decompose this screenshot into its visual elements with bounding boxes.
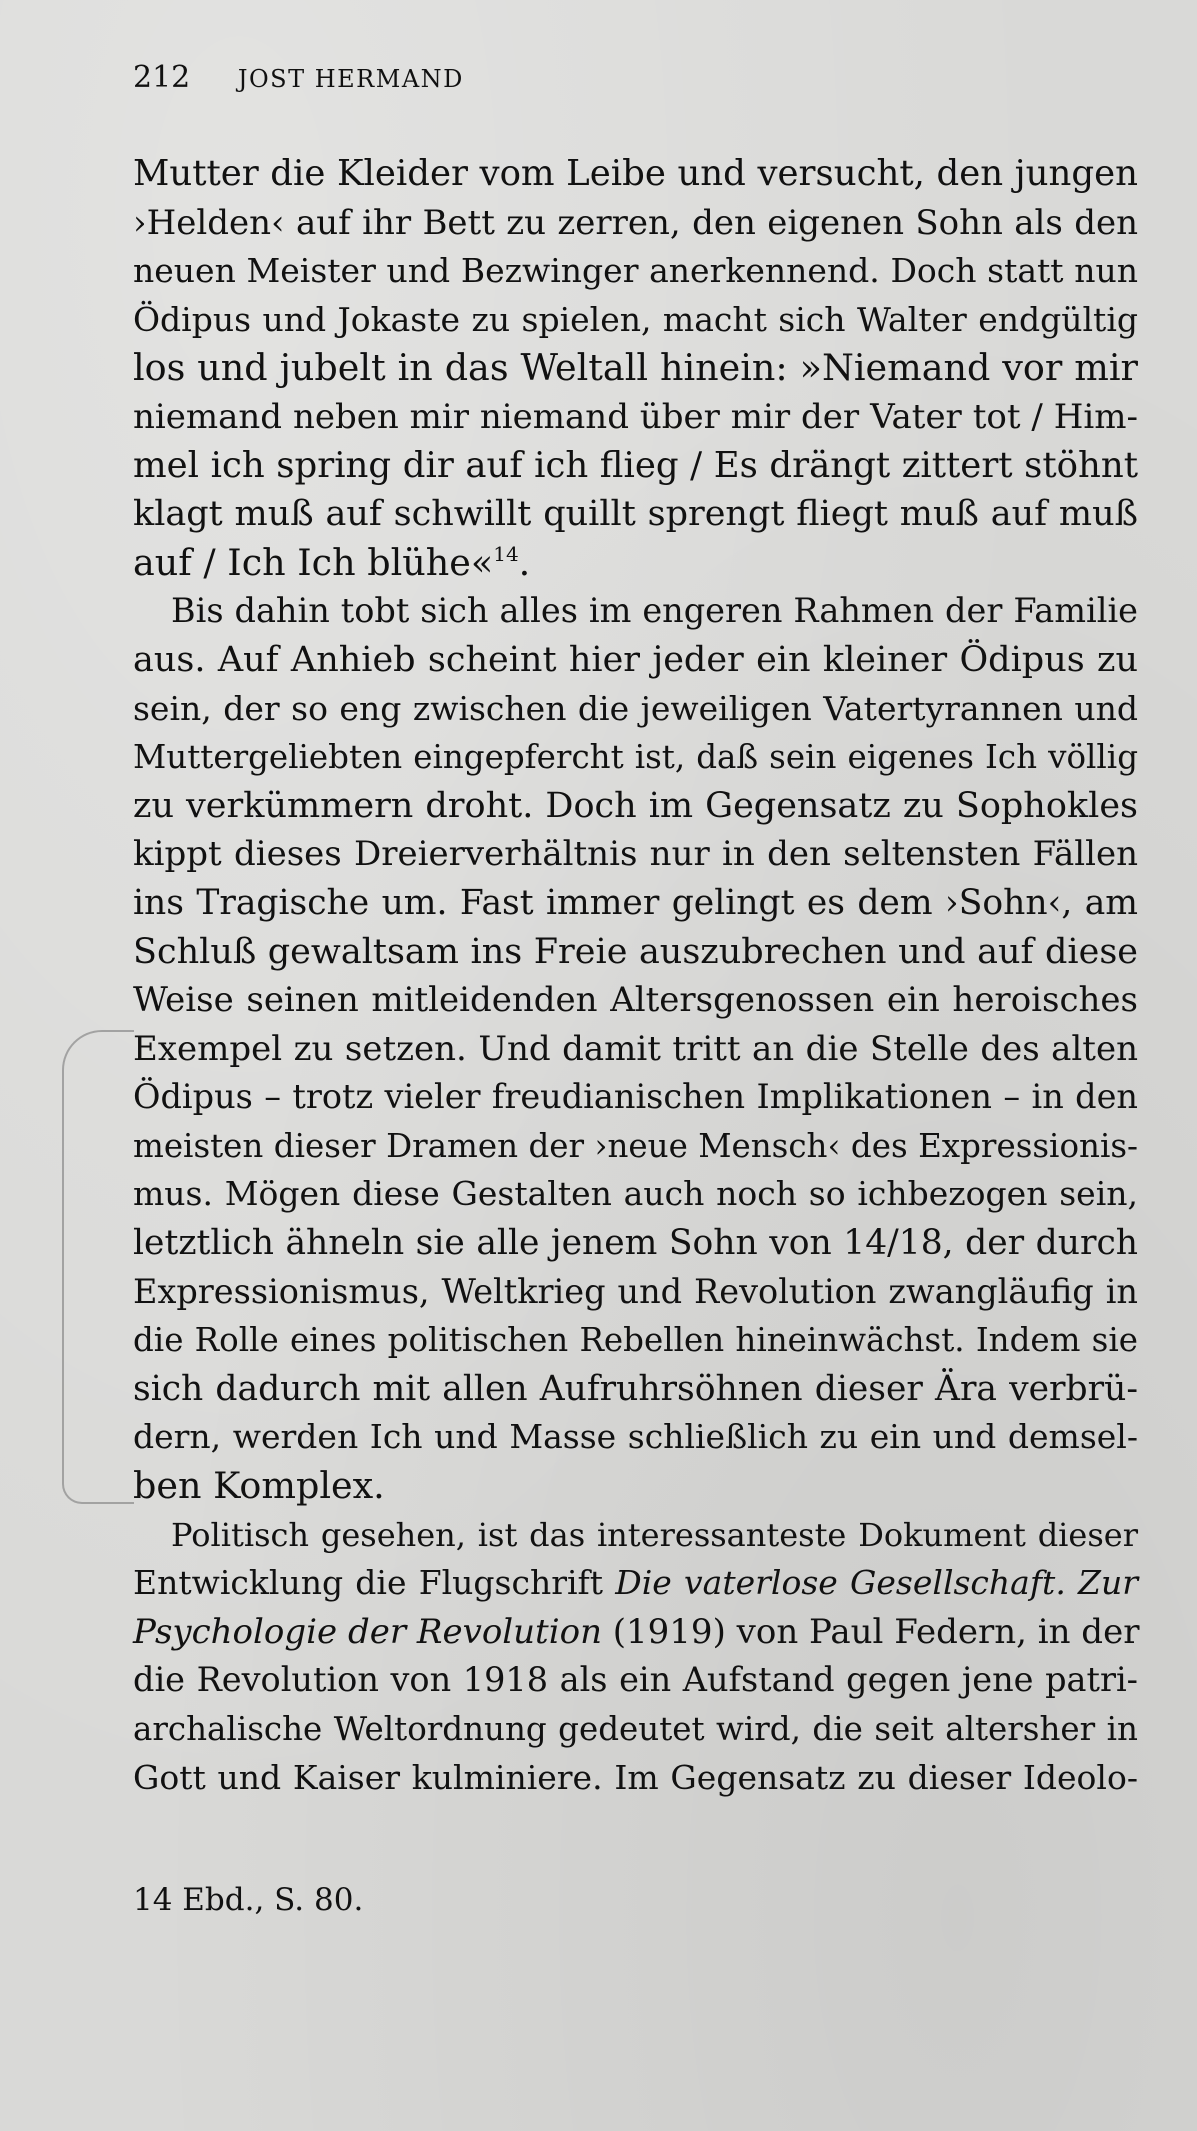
text-line: archalische Weltordnung gedeutet wird, die seit altersher in bbox=[133, 1710, 1138, 1748]
text-line-tail: . bbox=[518, 540, 531, 584]
running-head bbox=[133, 60, 464, 95]
text-line: los und jubelt in das Weltall hinein: »Niemand vor mir bbox=[133, 346, 1138, 390]
text-line: Weise seinen mitleidenden Altersgenossen ein heroisches bbox=[133, 980, 1138, 1021]
running-head-author: JOST HERMAND bbox=[237, 65, 464, 93]
text-line: aus. Auf Anhieb scheint hier jeder ein kleiner Ödipus zu bbox=[133, 639, 1138, 680]
text-line: dern, werden Ich und Masse schließlich zu ein und demsel- bbox=[133, 1417, 1138, 1457]
text-line: mel ich spring dir auf ich flieg / Es drängt zittert stöhnt bbox=[133, 444, 1138, 486]
text-line: Ödipus und Jokaste zu spielen, macht sich Walter endgültig bbox=[133, 299, 1138, 339]
text-line: letztlich ähneln sie alle jenem Sohn von 14/18, der durch bbox=[133, 1223, 1138, 1264]
text-line: Schluß gewaltsam ins Freie auszubrechen und auf diese bbox=[133, 931, 1138, 972]
text-line: Exempel zu setzen. Und damit tritt an die Stelle des alten bbox=[133, 1028, 1138, 1069]
text-line: ins Tragische um. Fast immer gelingt es dem ›Sohn‹, am bbox=[133, 882, 1138, 923]
text-line: kippt dieses Dreierverhältnis nur in den seltensten Fällen bbox=[133, 834, 1138, 875]
text-line bbox=[133, 1559, 1138, 1608]
text-line bbox=[133, 539, 1138, 588]
paragraph-start-line: Bis dahin tobt sich alles im engeren Rahmen der Familie bbox=[171, 591, 1138, 631]
text-line: die Rolle eines politischen Rebellen hineinwächst. Indem sie bbox=[133, 1321, 1138, 1360]
text-line: Gott und Kaiser kulminiere. Im Gegensatz zu dieser Ideolo- bbox=[133, 1757, 1138, 1797]
text-line-body: auf / Ich Ich blühe« bbox=[133, 540, 494, 584]
text-line-body: Entwicklung die Flugschrift bbox=[133, 1563, 616, 1603]
italic-title: Die vaterlose Gesellschaft. Zur bbox=[615, 1563, 1138, 1603]
text-line: ›Helden‹ auf ihr Bett zu zerren, den eigenen Sohn als den bbox=[133, 202, 1138, 243]
text-line: Ödipus – trotz vieler freudianischen Implikationen – in den bbox=[133, 1077, 1138, 1117]
text-line: ben Komplex. bbox=[133, 1464, 385, 1508]
text-line bbox=[133, 1608, 1138, 1657]
margin-pencil-bracket bbox=[62, 1030, 134, 1504]
text-line: niemand neben mir niemand über mir der Vater tot / Him- bbox=[133, 396, 1138, 437]
text-line: klagt muß auf schwillt quillt sprengt fliegt muß auf muß bbox=[133, 494, 1138, 535]
text-line: sich dadurch mit allen Aufruhrsöhnen dieser Ära verbrü- bbox=[133, 1368, 1138, 1409]
text-line: Mutter die Kleider vom Leibe und versucht, den jungen bbox=[133, 153, 1138, 194]
footnote: 14 Ebd., S. 80. bbox=[133, 1882, 364, 1918]
text-line: zu verkümmern droht. Doch im Gegensatz zu Sophokles bbox=[133, 785, 1138, 826]
text-line: Muttergeliebten eingepfercht ist, daß sein eigenes Ich völlig bbox=[133, 738, 1138, 777]
text-line: Expressionismus, Weltkrieg und Revolution zwangläufig in bbox=[133, 1271, 1138, 1311]
text-line: mus. Mögen diese Gestalten auch noch so ichbezogen sein, bbox=[133, 1174, 1138, 1214]
italic-title: Psychologie der Revolution bbox=[133, 1611, 602, 1652]
text-line: die Revolution von 1918 als ein Aufstand gegen jene patri- bbox=[133, 1660, 1138, 1700]
text-line: sein, der so eng zwischen die jeweiligen Vatertyrannen und bbox=[133, 688, 1138, 728]
text-line: meisten dieser Dramen der ›neue Mensch‹ des Expressionis- bbox=[133, 1126, 1138, 1165]
body-text bbox=[133, 150, 1138, 1802]
page-number: 212 bbox=[133, 60, 191, 95]
text-line-tail: (1919) von Paul Federn, in der bbox=[601, 1611, 1140, 1652]
paragraph-start-line: Politisch gesehen, ist das interessanteste Dokument dieser bbox=[171, 1515, 1138, 1554]
footnote-ref: 14 bbox=[493, 541, 519, 566]
text-line: neuen Meister und Bezwinger anerkennend. Doch statt nun bbox=[133, 251, 1138, 291]
